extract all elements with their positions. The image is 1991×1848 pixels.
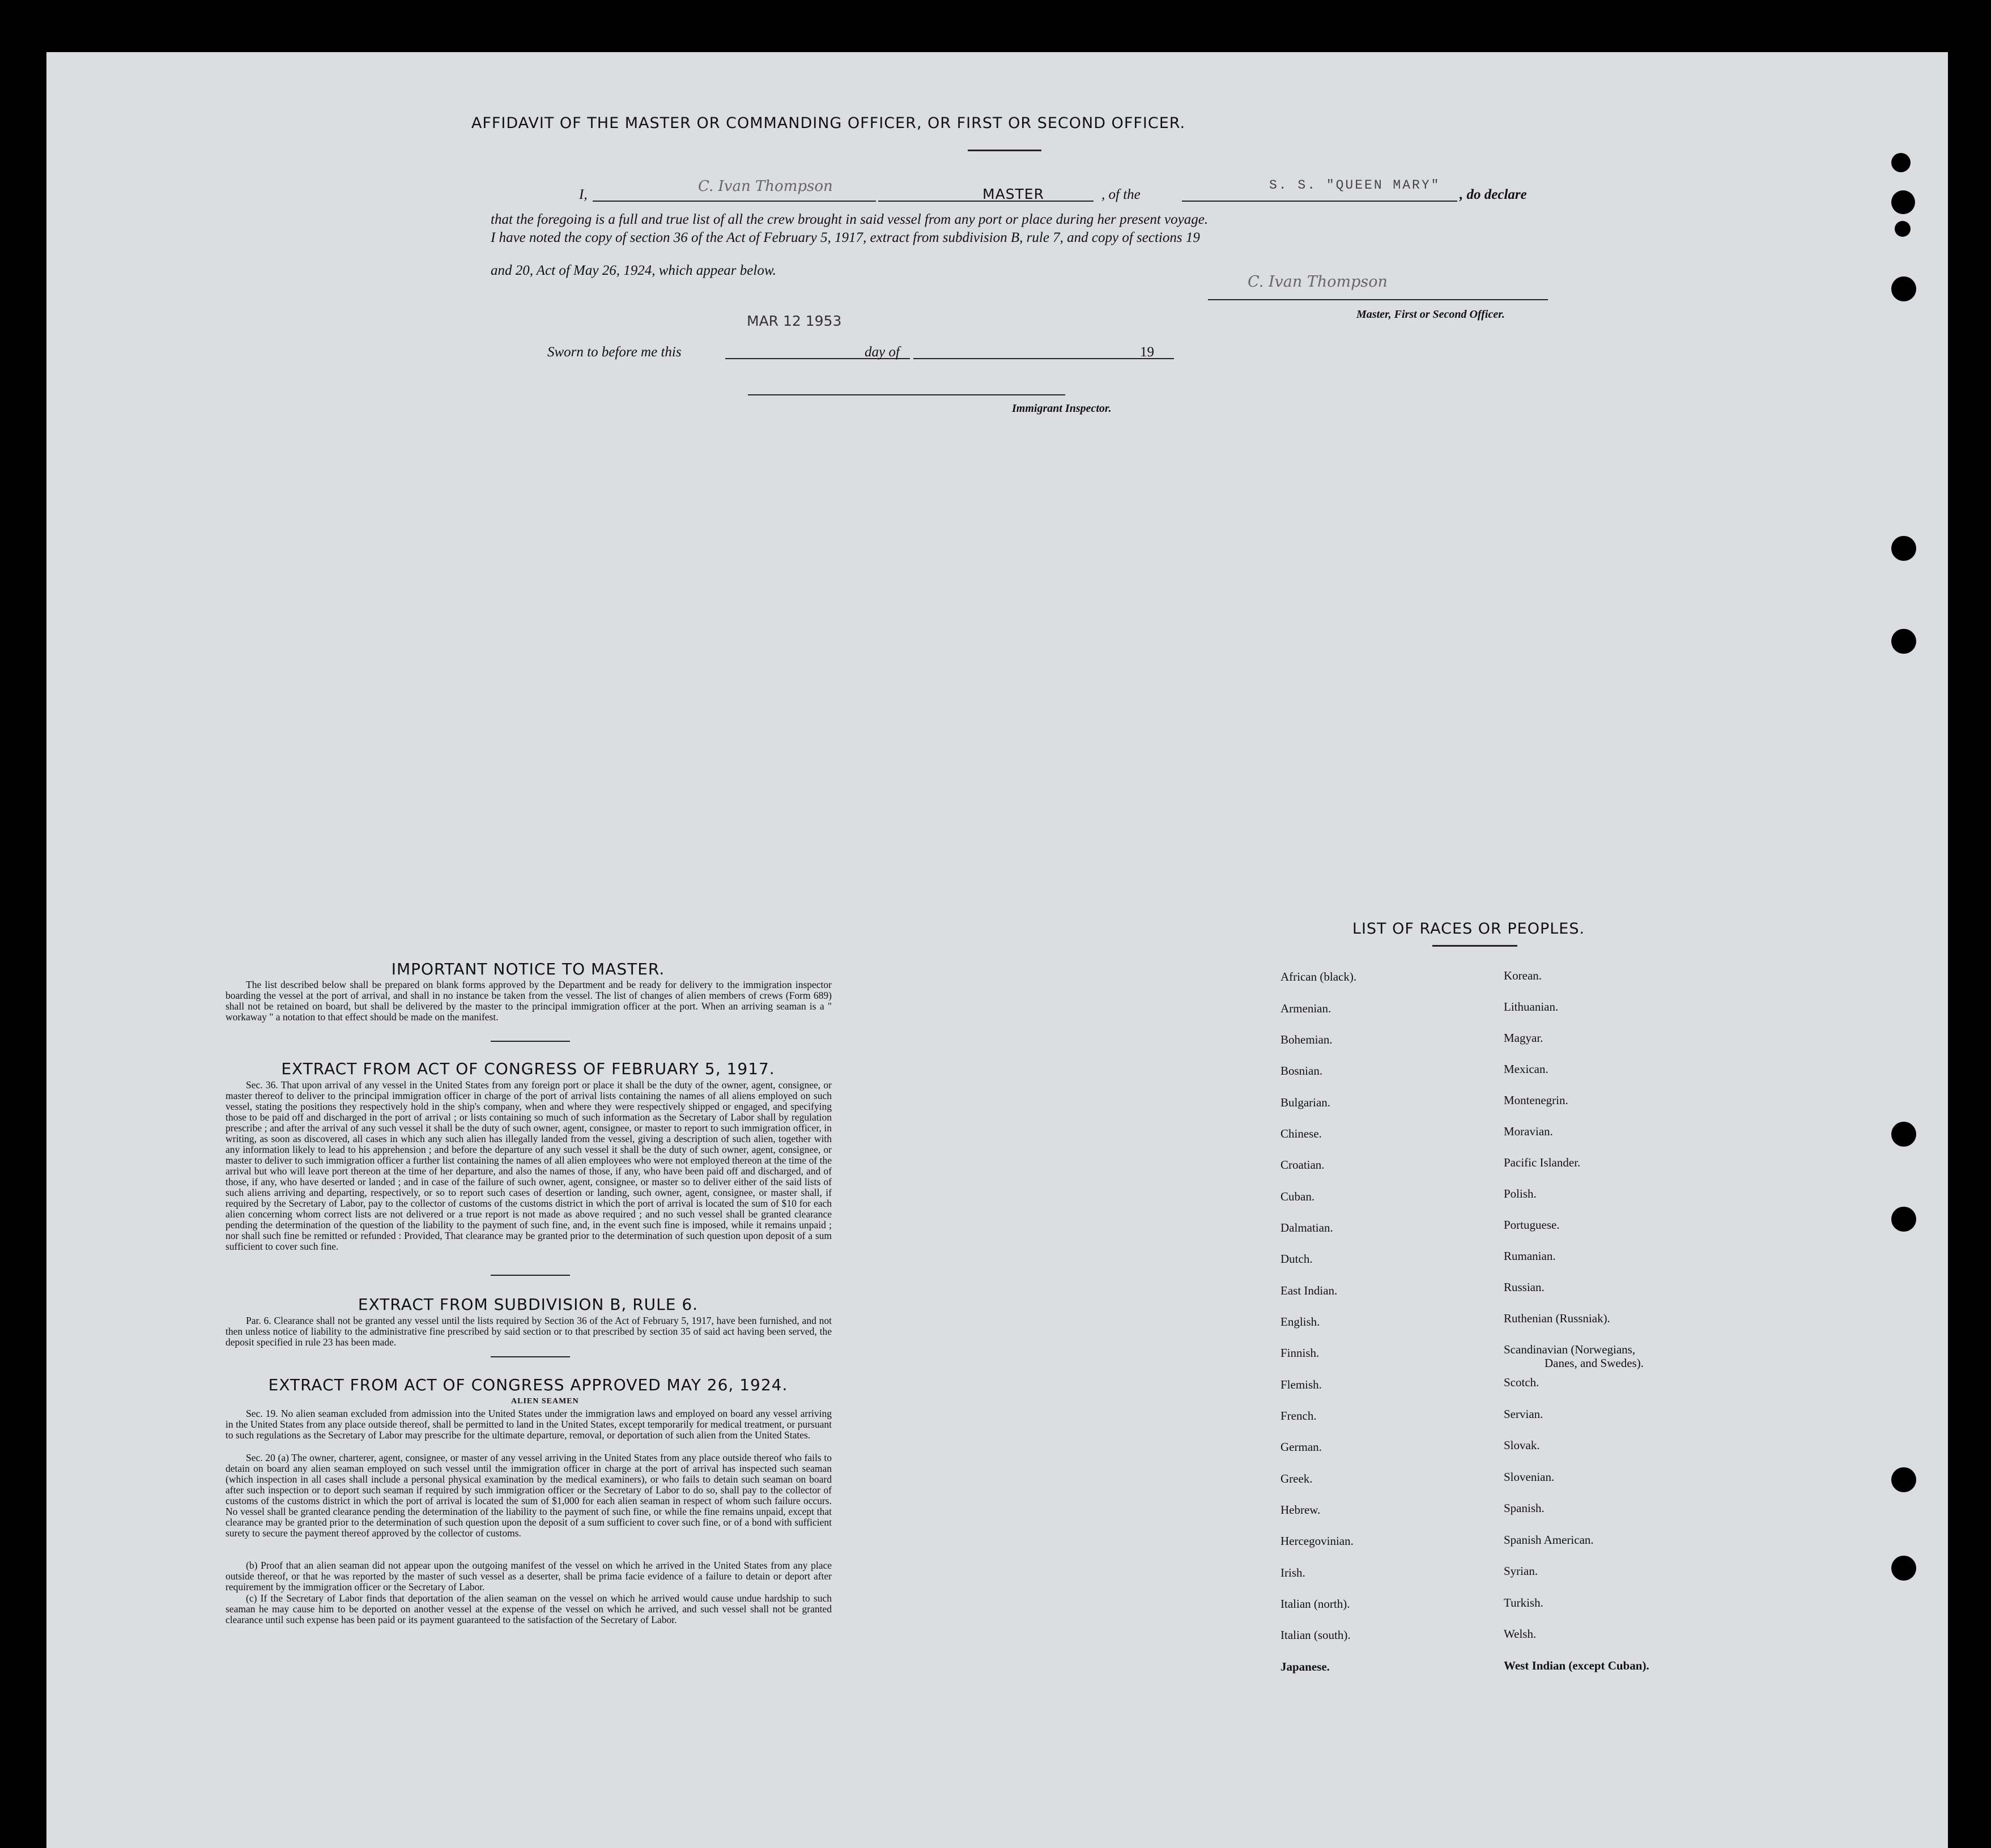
race-item: Italian (north). [1280, 1597, 1350, 1611]
sworn-label: Sworn to before me this [547, 344, 682, 360]
inspector-caption: Immigrant Inspector. [1012, 402, 1112, 415]
race-item: Welsh. [1504, 1627, 1537, 1641]
sworn-month-line [913, 358, 1174, 359]
race-item: Turkish. [1504, 1596, 1543, 1609]
race-item: Greek. [1280, 1472, 1313, 1485]
notice-heading: IMPORTANT NOTICE TO MASTER. [391, 960, 665, 978]
race-item: Mexican. [1504, 1062, 1548, 1076]
races-heading: LIST OF RACES OR PEOPLES. [1352, 920, 1585, 938]
day-of-label: day of [865, 344, 900, 360]
race-item: Russian. [1504, 1280, 1545, 1294]
punch-hole [1891, 1467, 1916, 1492]
extract-1924-sec20c: (c) If the Secretary of Labor finds that deportation of the alien seaman on the vessel on which he arrived would cause undue hardship to such seaman he may cause him to be deported on another vessel at the expense of the vessel on which he arrived, and such vessel shall not be granted clearance until such expense has been paid or its payment guaranteed to the satisfaction of the Secretary of Labor. [226, 1592, 832, 1625]
punch-hole [1891, 153, 1911, 172]
title-underline [968, 150, 1041, 151]
punch-hole [1891, 190, 1915, 214]
race-item: Scotch. [1504, 1376, 1539, 1389]
race-item: Japanese. [1280, 1660, 1330, 1674]
race-item: Hercegovinian. [1280, 1534, 1354, 1548]
race-item-continuation: Danes, and Swedes). [1545, 1356, 1644, 1370]
year-prefix: 19 [1140, 344, 1154, 360]
officer-signature-line [1208, 299, 1548, 300]
subdivision-b-text: Par. 6. Clearance shall not be granted any vessel until the lists required by Section 36 of the Act of February 5, 1917, have been furnished, and not then unless notice of liability to the administrative fine prescribed by said section or to that prescribed by section 35 of said act having been served, the deposit specified in rule 23 has been made. [226, 1315, 832, 1348]
race-item: Rumanian. [1504, 1249, 1556, 1263]
race-item: Finnish. [1280, 1346, 1320, 1360]
race-item: West Indian (except Cuban). [1504, 1659, 1649, 1672]
affidavit-line-4: and 20, Act of May 26, 1924, which appear below. [491, 263, 776, 278]
race-item: Korean. [1504, 969, 1542, 982]
punch-hole [1891, 1207, 1916, 1232]
race-item: Slovak. [1504, 1438, 1540, 1452]
vessel-line [1182, 201, 1457, 202]
vessel-name: S. S. "QUEEN MARY" [1269, 178, 1441, 193]
affidavit-line-3: I have noted the copy of section 36 of the Act of February 5, 1917, extract from subdivision B, rule 7, and copy of sections 19 [491, 230, 1200, 245]
race-item: Portuguese. [1504, 1218, 1560, 1232]
race-item: Irish. [1280, 1566, 1305, 1579]
name-line [593, 201, 876, 202]
race-item: Cuban. [1280, 1190, 1315, 1203]
race-item: Armenian. [1280, 1002, 1331, 1015]
race-item: Moravian. [1504, 1125, 1553, 1138]
race-item: Italian (south). [1280, 1628, 1351, 1642]
extract-1917-heading: EXTRACT FROM ACT OF CONGRESS OF FEBRUARY 5, 1917. [281, 1059, 775, 1078]
extract-1924-sec20b: (b) Proof that an alien seaman did not appear upon the outgoing manifest of the vessel on which he arrived in the United States from any place outside thereof, or that he was reported by the master of such vessel as a deserter, shall be prima facie evidence of a failure to detain or deport after requirement by the immigration officer or the Secretary of Labor. [226, 1560, 832, 1592]
signature-name-1: C. Ivan Thompson [698, 178, 833, 195]
alien-seamen-subheading: ALIEN SEAMEN [511, 1397, 579, 1406]
race-item: Syrian. [1504, 1564, 1538, 1578]
race-item: Spanish American. [1504, 1533, 1594, 1547]
extract-1924-sec19: Sec. 19. No alien seaman excluded from admission into the United States under the immigration laws and employed on board any vessel arriving in the United States from any place outside thereof, shall be permitted to land in the United States, except temporarily for medical treatment, or pursuant to such regulations as the Secretary of Labor may prescribe for the ultimate departure, removal, or deportation of such alien from the United States. [226, 1408, 832, 1441]
race-item: Croatian. [1280, 1158, 1325, 1172]
of-the-label: , of the [1101, 187, 1141, 202]
i-label: I, [579, 187, 588, 202]
race-item: African (black). [1280, 970, 1357, 983]
affidavit-line-2: that the foregoing is a full and true list of all the crew brought in said vessel from any port or place during her present voyage. [491, 212, 1209, 227]
punch-hole [1891, 276, 1916, 301]
race-item: Scandinavian (Norwegians, [1504, 1343, 1636, 1356]
race-item: Bohemian. [1280, 1033, 1333, 1046]
extract-1924-heading: EXTRACT FROM ACT OF CONGRESS APPROVED MAY 26, 1924. [268, 1376, 788, 1394]
race-item: French. [1280, 1409, 1317, 1423]
inspector-line [748, 394, 1065, 395]
notice-text: The list described below shall be prepared on blank forms approved by the Department and be ready for delivery to the immigration inspector boarding the vessel at the port of arrival, and shall in no instance be taken from the vessel. The list of changes of alien members of crews (Form 689) shall not be retained on board, but shall be delivered by the master to the principal immigration officer at the port. When an arriving seaman is a " workaway " a notation to that effect should be made on the manifest. [226, 979, 832, 1023]
notice-divider [491, 1041, 570, 1042]
rank-field: MASTER [982, 186, 1044, 202]
race-item: Lithuanian. [1504, 1000, 1559, 1014]
race-item: Dutch. [1280, 1252, 1313, 1266]
subdivision-b-divider [491, 1356, 570, 1357]
date-stamp: MAR 12 1953 [747, 313, 842, 329]
race-item: Slovenian. [1504, 1470, 1555, 1484]
race-item: Spanish. [1504, 1501, 1545, 1515]
race-item: English. [1280, 1315, 1320, 1328]
race-item: Hebrew. [1280, 1503, 1321, 1517]
punch-hole [1891, 1122, 1916, 1147]
officer-caption: Master, First or Second Officer. [1356, 308, 1505, 321]
extract-1917-divider [491, 1275, 570, 1276]
punch-hole [1895, 221, 1911, 237]
extract-1924-sec20a: Sec. 20 (a) The owner, charterer, agent, consignee, or master of any vessel arriving in the United States from any place outside thereof who fails to detain on board any alien seaman employed on such vessel until the immigration officer in charge at the port of arrival has inspected such seaman (which inspection in all cases shall include a personal physical examination by the medical examiners), or who fails to detain such seaman on board after such inspection or to deport such seaman if required by such immigration officer or the Secretary of Labor to do so, shall pay to the collector of customs of the customs district in which the port of arrival is located the sum of $1,000 for each alien seaman in respect of whom such failure occurs. No vessel shall be granted clearance pending the determination of the liability to the payment of such fine, or while the fine remains unpaid, except that clearance may be granted prior to the determination of such question upon the deposit of a sum sufficient to cover such fine, or of a bond with sufficient surety to secure the payment thereof approved by the collector of customs. [226, 1452, 832, 1539]
race-item: Bulgarian. [1280, 1096, 1331, 1109]
race-item: German. [1280, 1440, 1322, 1454]
punch-hole [1891, 629, 1916, 654]
race-item: Magyar. [1504, 1031, 1543, 1045]
subdivision-b-heading: EXTRACT FROM SUBDIVISION B, RULE 6. [358, 1295, 699, 1314]
race-item: Dalmatian. [1280, 1221, 1333, 1234]
document-page [46, 52, 1948, 1848]
race-item: Ruthenian (Russniak). [1504, 1312, 1610, 1325]
race-item: Pacific Islander. [1504, 1156, 1581, 1169]
race-item: Chinese. [1280, 1127, 1322, 1140]
do-declare-label: , do declare [1460, 187, 1527, 202]
punch-hole [1891, 1556, 1916, 1581]
race-item: Bosnian. [1280, 1064, 1323, 1078]
extract-1917-text: Sec. 36. That upon arrival of any vessel in the United States from any foreign port or place it shall be the duty of the owner, agent, consignee, or master thereof to deliver to the principal immigration officer in charge of the port of arrival lists containing the names of all aliens employed on such vessel, stating the positions they respectively hold in the ship's company, when and where they were respectively shipped or engaged, and specifying those to be paid off and discharged in the port of arrival ; or lists containing so much of such information as the Secretary of Labor shall by regulation prescribe ; and after the arrival of any such vessel it shall be the duty of such owner, agent, consignee, or master to report to such immigration officer, in writing, as soon as discovered, all cases in which any such alien has illegally landed from the vessel, giving a description of such alien, together with any information likely to lead to his apprehension ; and before the departure of any such vessel it shall be the duty of such owner, agent, consignee, or master to deliver to such immigration officer a further list containing the names of all alien employees who were not employed thereon at the time of the arrival but who will leave port thereon at the time of her departure, and also the names of those, if any, who have been paid off and discharged, and of those, if any, who have deserted or landed ; and in case of the failure of such owner, agent, consignee, or master so to deliver either of the said lists of such aliens arriving and departing, respectively, or so to report such cases of desertion or landing, such owner, agent, consignee, or master shall, if required by the Secretary of Labor, pay to the collector of customs of the customs district in which the port of arrival is located the sum of $10 for each alien concerning whom correct lists are not delivered or a true report is not made as above required ; and no such vessel shall be granted clearance pending the determination of the question of the liability to the payment of such fine, and, in the event such fine is imposed, while it remains unpaid ; nor shall such fine be remitted or refunded : Provided, That clearance may be granted prior to the determination of such question upon deposit of a sum sufficient to cover such fine. [226, 1079, 832, 1252]
race-item: Servian. [1504, 1407, 1543, 1421]
race-item: East Indian. [1280, 1284, 1338, 1297]
officer-signature: C. Ivan Thompson [1248, 273, 1388, 291]
races-underline [1432, 945, 1517, 947]
race-item: Flemish. [1280, 1378, 1322, 1391]
race-item: Polish. [1504, 1187, 1537, 1200]
rank-line [878, 201, 1094, 202]
race-item: Montenegrin. [1504, 1093, 1568, 1107]
punch-hole [1891, 536, 1916, 561]
affidavit-title: AFFIDAVIT OF THE MASTER OR COMMANDING OFFICER, OR FIRST OR SECOND OFFICER. [471, 114, 1186, 132]
